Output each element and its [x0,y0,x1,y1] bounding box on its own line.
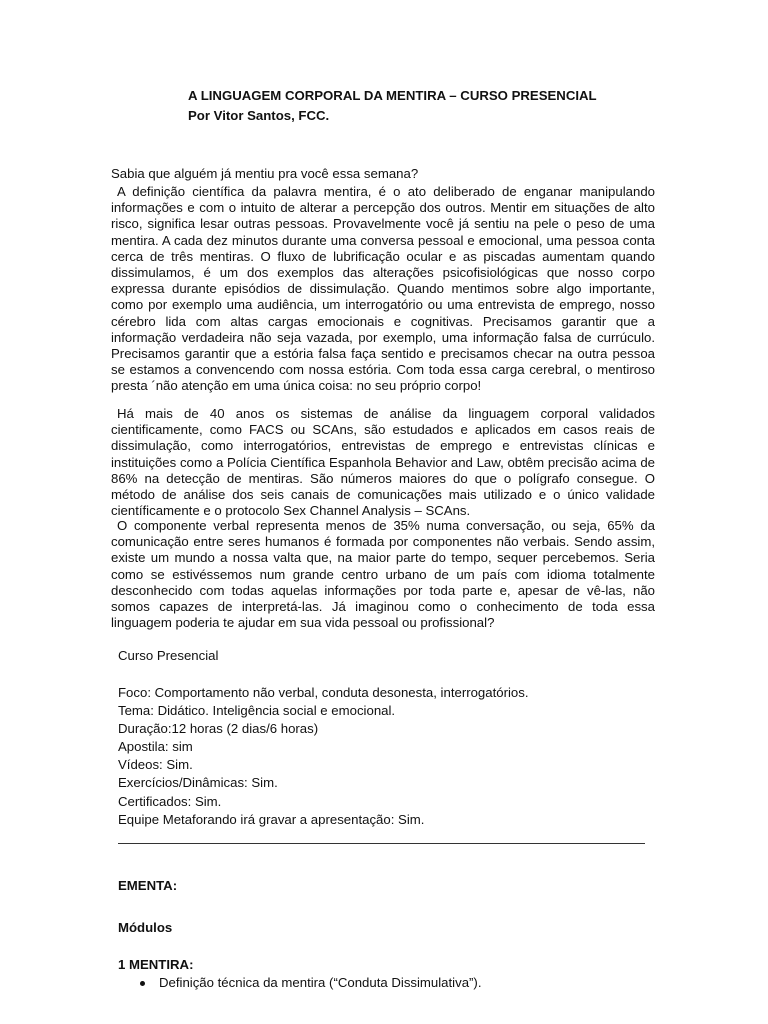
paragraph-3 [111,518,655,631]
paragraph-1-text: A definição científica da palavra mentira, é o ato deliberado de enganar manipulando informações e com o intuito de alterar a percepção dos outros. Mentir em situações de alto risco, significa lesar outras pessoas. Provavelmente você já sentiu na pele o peso de uma mentira. A cada dez minutos durante uma conversa pessoal e emocional, uma pessoa conta cerca de três mentiras. O fluxo de lubrificação ocular e as piscadas aumentam quando dissimulamos, é um dos exemplos das alterações psicofisiológicas que nosso corpo expressa durante episódios de dissimulação. Quando mentimos sobre algo importante, como por exemplo uma audiência, um interrogatório ou uma entrevista de emprego, nosso cérebro lida com altas cargas emocionais e cognitivas. Precisamos garantir que a informação verdadeira não seja vazada, por exemplo, uma informação falsa de currúculo. Precisamos garantir que a estória falsa faça sentido e precisamos checar na outra pessoa se estamos a convencendo com nossa estória. Com toda essa carga cerebral, o mentiroso presta ´não atenção em uma única coisa: no seu próprio corpo! [111,184,655,394]
spec-foco: Foco: Comportamento não verbal, conduta desonesta, interrogatórios. [118,685,529,700]
paragraph-3-text: O componente verbal representa menos de 35% numa conversação, ou seja, 65% da comunicação entre seres humanos é formada por componentes não verbais. Sendo assim, existe um mundo a nossa valta que, na maior parte do tempo, sequer percebemos. Seria como se estivéssemos num grande centro urbano de um país com idioma totalmente desconhecido com todas aquelas informações por toda parte e, apesar de vê-las, não somos capazes de interpretá-las. Já imaginou como o conhecimento de toda essa linguagem poderia te ajudar em sua vida pessoal ou profissional? [111,518,655,631]
document-title: A LINGUAGEM CORPORAL DA MENTIRA – CURSO PRESENCIAL [188,88,597,103]
spec-apostila: Apostila: sim [118,739,193,755]
title-block [188,86,597,126]
course-specs [118,684,529,829]
module-1-title: 1 MENTIRA: [118,957,194,972]
paragraph-2-text: Há mais de 40 anos os sistemas de análise da linguagem corporal validados cientificamente, como FACS ou SCAns, são estudados e aplicados em casos reais de dissimulação, como interrogatórios, entrevistas de emprego e entrevistas clínicas e instituições como a Polícia Científica Espanhola Behavior and Law, obtêm precisão acima de 86% na detecção de mentiras. São números maiores do que o polígrafo consegue. O método de análise dos seis canais de comunicações mais utilizado e o único validade científicamente e o protocolo Sex Channel Analysis – SCAns. [111,406,655,519]
intro-question: Sabia que alguém já mentiu pra você essa semana? [111,166,419,181]
spec-videos: Vídeos: Sim. [118,757,193,773]
course-label: Curso Presencial [118,648,219,663]
paragraph-1 [111,184,655,395]
horizontal-rule [118,843,645,844]
section-modulos: Módulos [118,920,173,935]
spec-gravacao: Equipe Metaforando irá gravar a apresentação: Sim. [118,811,425,827]
paragraph-2 [111,406,655,519]
list-item-text: Definição técnica da mentira (“Conduta Dissimulativa”). [159,975,482,990]
module-1-list [140,975,482,991]
spec-duracao: Duração:12 horas (2 dias/6 horas) [118,721,319,737]
spec-tema: Tema: Didático. Inteligência social e emocional. [118,703,396,719]
spec-exercicios: Exercícios/Dinâmicas: Sim. [118,775,278,791]
document-author: Por Vitor Santos, FCC. [188,108,330,123]
bullet-icon [140,981,145,986]
spec-certificados: Certificados: Sim. [118,793,222,809]
list-item [140,975,482,991]
section-ementa: EMENTA: [118,878,178,893]
